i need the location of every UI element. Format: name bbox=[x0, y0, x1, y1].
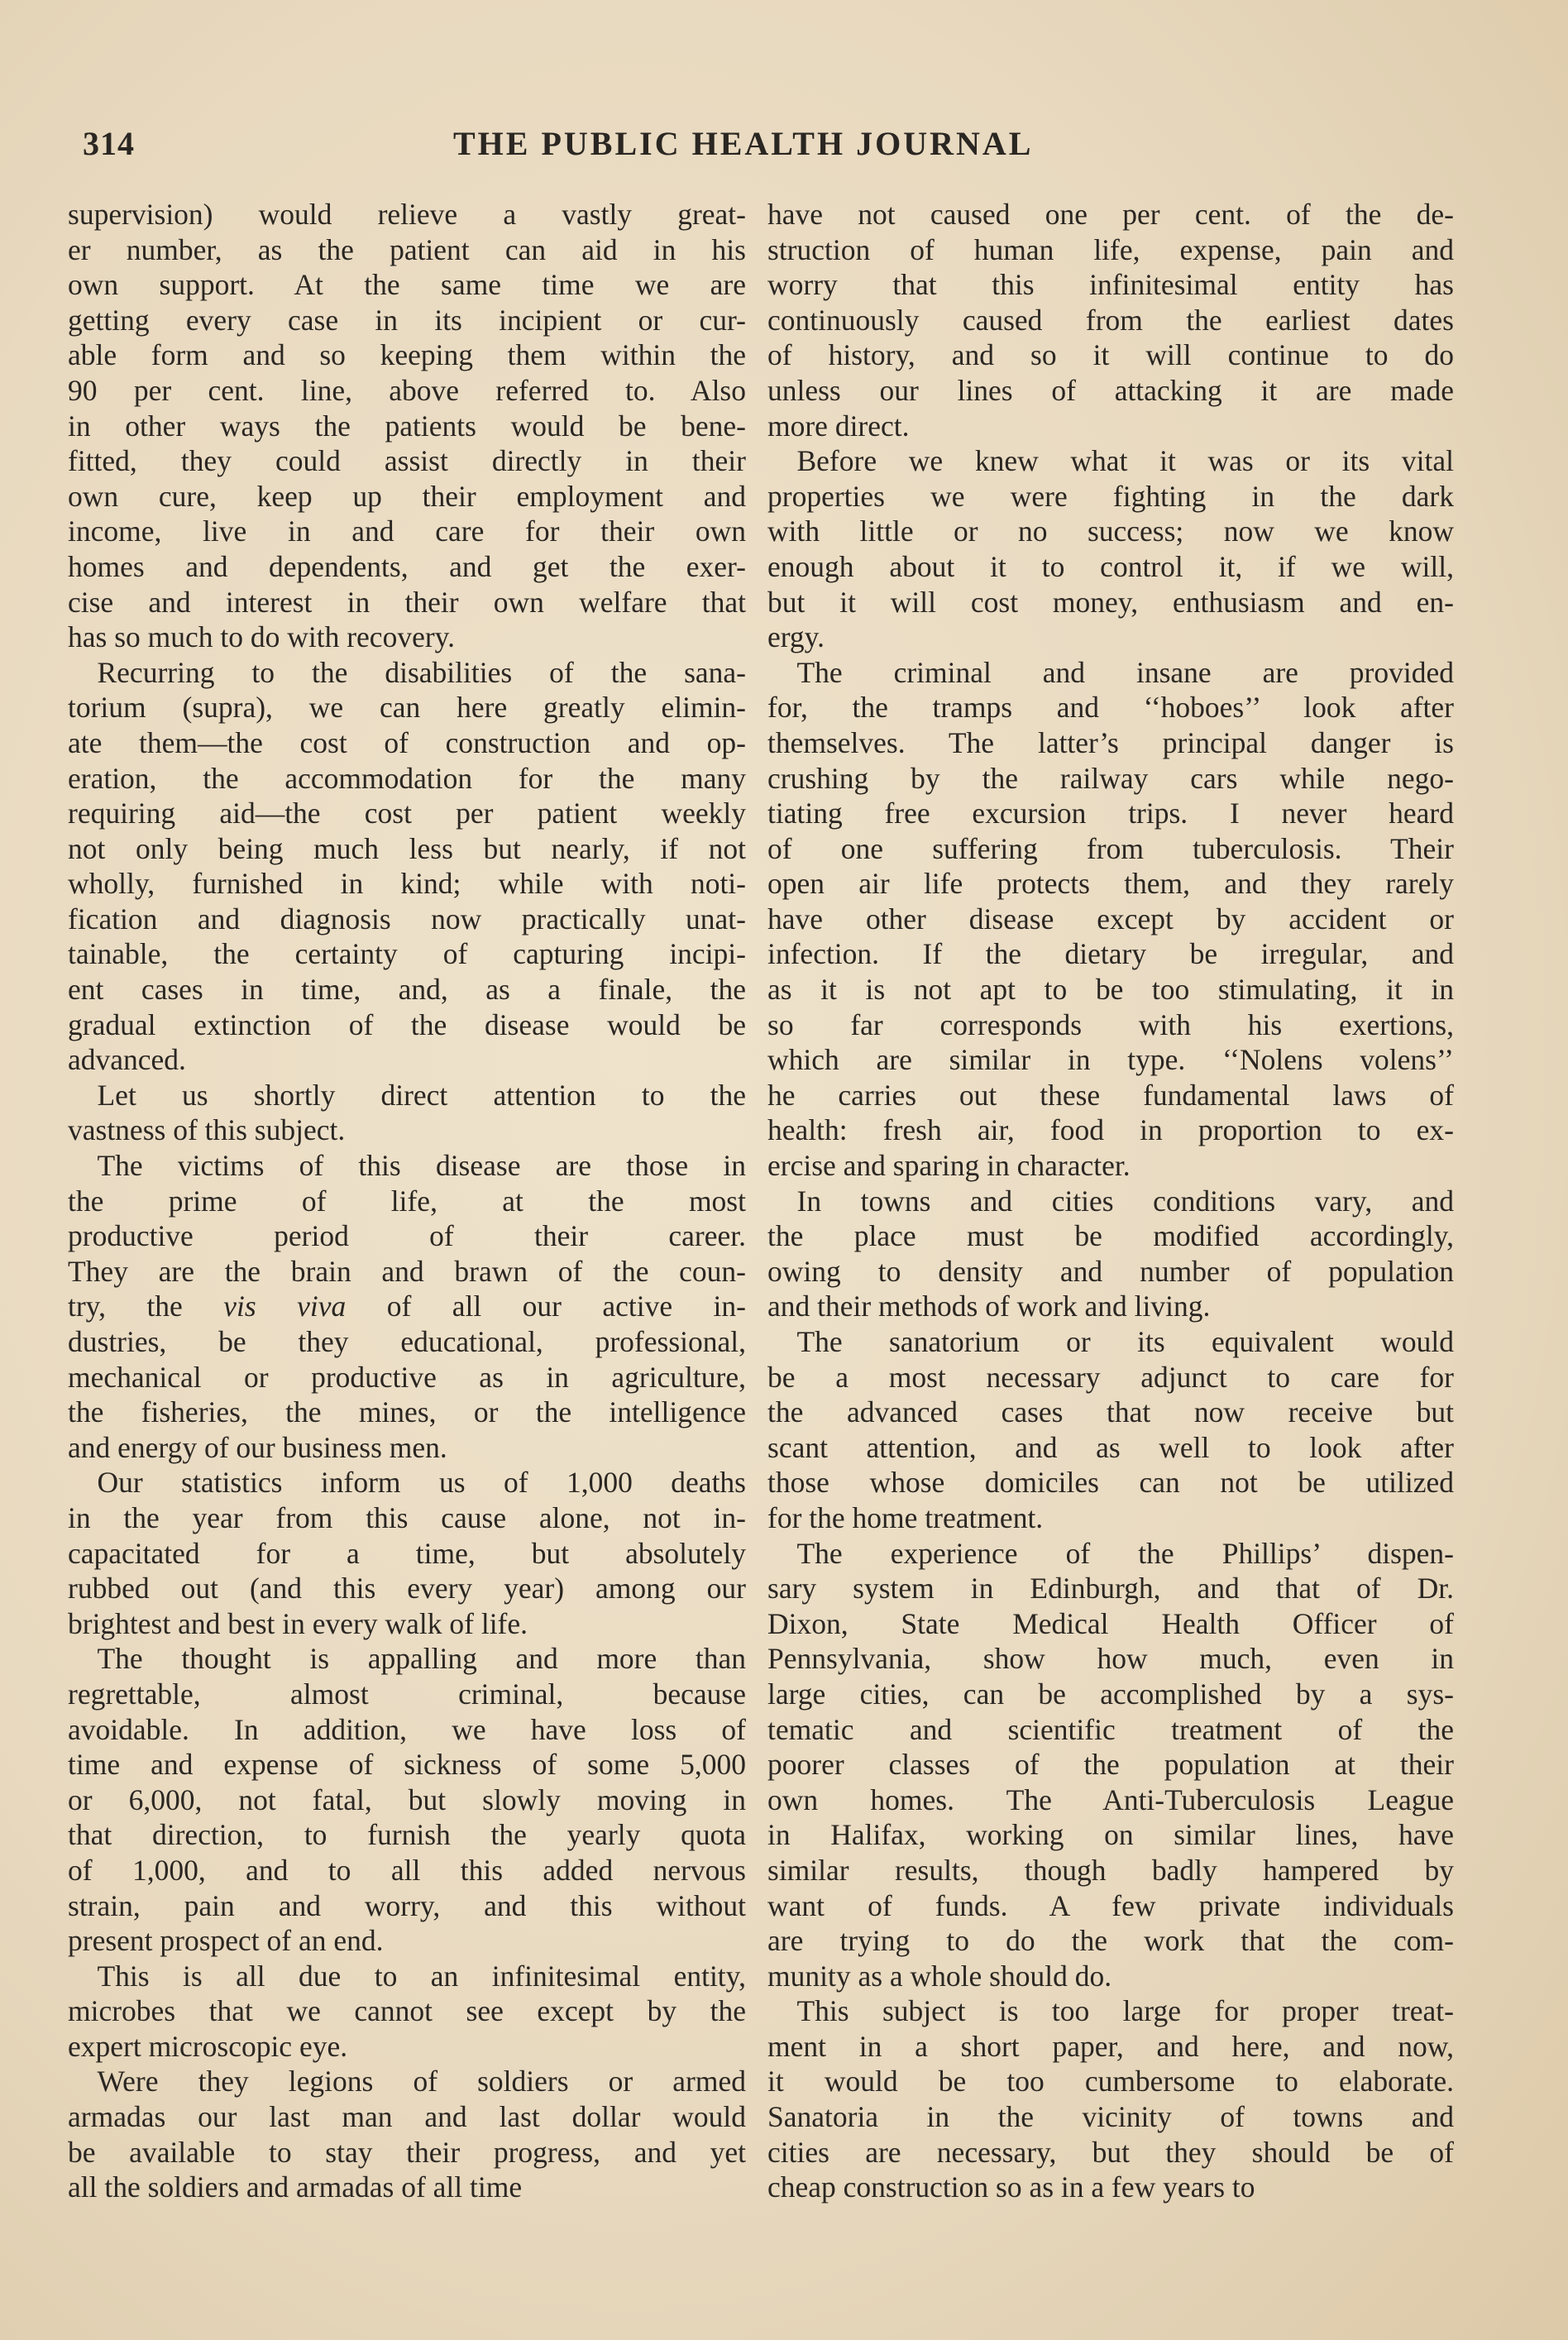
text-line: unless our lines of attacking it are made bbox=[767, 373, 1454, 407]
text-line: similar results, though badly hampered by bbox=[767, 1853, 1454, 1887]
paragraph bbox=[68, 197, 746, 655]
paragraph bbox=[767, 1993, 1454, 2205]
paragraph bbox=[68, 2064, 746, 2204]
text-line: regrettable, almost criminal, because bbox=[68, 1677, 746, 1711]
paragraph bbox=[767, 655, 1454, 1184]
paragraph bbox=[767, 443, 1454, 655]
text-line: owing to density and number of population bbox=[767, 1254, 1454, 1288]
text-line: Before we knew what it was or its vital bbox=[767, 444, 1454, 478]
text-line: which are similar in type. ‘‘Nolens volens’’ bbox=[767, 1043, 1454, 1077]
text-line: cise and interest in their own welfare that bbox=[68, 585, 746, 619]
text-line: own support. At the same time we are bbox=[68, 268, 746, 302]
text-line: tematic and scientific treatment of the bbox=[767, 1712, 1454, 1746]
text-line: as it is not apt to be too stimulating, it in bbox=[767, 973, 1454, 1007]
text-line: Recurring to the disabilities of the sana- bbox=[68, 655, 746, 689]
text-line: tainable, the certainty of capturing incipi- bbox=[68, 937, 746, 971]
text-line: sary system in Edinburgh, and that of Dr. bbox=[767, 1572, 1454, 1605]
text-line: er number, as the patient can aid in his bbox=[68, 232, 746, 266]
text-line: scant attention, and as well to look after bbox=[767, 1430, 1454, 1464]
paragraph bbox=[68, 1078, 746, 1148]
text-line: time and expense of sickness of some 5,000 bbox=[68, 1748, 746, 1782]
text-line: not only being much less but nearly, if not bbox=[68, 831, 746, 865]
paragraph bbox=[68, 1641, 746, 1958]
text-line: The experience of the Phillips’ dispen- bbox=[767, 1536, 1454, 1570]
text-line: open air life protects them, and they rarely bbox=[767, 867, 1454, 901]
text-line: capacitated for a time, but absolutely bbox=[68, 1536, 746, 1570]
text-line: continuously caused from the earliest dates bbox=[767, 303, 1454, 337]
text-line: that direction, to furnish the yearly quota bbox=[68, 1818, 746, 1852]
text-line: advanced. bbox=[68, 1043, 186, 1077]
text-line: are trying to do the work that the com- bbox=[767, 1924, 1454, 1958]
text-line: armadas our last man and last dollar would bbox=[68, 2100, 746, 2134]
text-line: expert microscopic eye. bbox=[68, 2029, 348, 2063]
text-line: cheap construction so as in a few years to bbox=[767, 2170, 1255, 2204]
text-line: productive period of their career. bbox=[68, 1219, 746, 1253]
text-line: 90 per cent. line, above referred to. Also bbox=[68, 373, 746, 407]
paragraph bbox=[767, 1536, 1454, 1994]
paragraph bbox=[767, 197, 1454, 443]
text-line: worry that this infinitesimal entity has bbox=[767, 268, 1454, 302]
text-line: The sanatorium or its equivalent would bbox=[767, 1325, 1454, 1358]
text-line: Were they legions of soldiers or armed bbox=[68, 2065, 746, 2098]
text-line: large cities, can be accomplished by a sys- bbox=[767, 1677, 1454, 1711]
paragraph bbox=[68, 1465, 746, 1641]
text-line: The criminal and insane are provided bbox=[767, 655, 1454, 689]
text-line: able form and so keeping them within the bbox=[68, 338, 746, 372]
paragraph bbox=[767, 1324, 1454, 1536]
left-text-column bbox=[68, 197, 746, 2205]
text-line: infection. If the dietary be irregular, and bbox=[767, 937, 1454, 971]
text-line: tiating free excursion trips. I never heard bbox=[767, 797, 1454, 830]
text-line: Dixon, State Medical Health Officer of bbox=[767, 1606, 1454, 1640]
text-line: rubbed out (and this every year) among our bbox=[68, 1572, 746, 1605]
text-line: the fisheries, the mines, or the intelligence bbox=[68, 1395, 746, 1429]
text-line: ate them—the cost of construction and op- bbox=[68, 725, 746, 759]
text-line: homes and dependents, and get the exer- bbox=[68, 549, 746, 583]
text-line: or 6,000, not fatal, but slowly moving in bbox=[68, 1783, 746, 1816]
text-line: with little or no success; now we know bbox=[767, 514, 1454, 548]
text-line: income, live in and care for their own bbox=[68, 514, 746, 548]
page-number: 314 bbox=[83, 125, 135, 162]
text-line: own cure, keep up their employment and bbox=[68, 479, 746, 513]
text-line: has so much to do with recovery. bbox=[68, 620, 455, 654]
text-line: fication and diagnosis now practically unat- bbox=[68, 902, 746, 936]
text-line: the prime of life, at the most bbox=[68, 1184, 746, 1218]
text-line: fitted, they could assist directly in their bbox=[68, 444, 746, 478]
text-line: cities are necessary, but they should be of bbox=[767, 2135, 1454, 2169]
text-line: be available to stay their progress, and yet bbox=[68, 2135, 746, 2169]
text-line: more direct. bbox=[767, 409, 910, 443]
text-line: This is all due to an infinitesimal entity, bbox=[68, 1959, 746, 1993]
text-line: he carries out these fundamental laws of bbox=[767, 1078, 1454, 1112]
text-line: In towns and cities conditions vary, and bbox=[767, 1184, 1454, 1218]
text-line: it would be too cumbersome to elaborate. bbox=[767, 2065, 1454, 2098]
text-line: requiring aid—the cost per patient weekly bbox=[68, 797, 746, 830]
text-line: crushing by the railway cars while nego- bbox=[767, 761, 1454, 795]
text-line: brightest and best in every walk of life. bbox=[68, 1606, 528, 1640]
text-line: enough about it to control it, if we will, bbox=[767, 549, 1454, 583]
text-line: have other disease except by accident or bbox=[767, 902, 1454, 936]
text-line: munity as a whole should do. bbox=[767, 1959, 1112, 1993]
text-line: the advanced cases that now receive but bbox=[767, 1395, 1454, 1429]
text-line: Our statistics inform us of 1,000 deaths bbox=[68, 1466, 746, 1500]
text-line: strain, pain and worry, and this without bbox=[68, 1888, 746, 1922]
text-line: struction of human life, expense, pain and bbox=[767, 232, 1454, 266]
text-line: vastness of this subject. bbox=[68, 1113, 346, 1147]
text-line: in the year from this cause alone, not in- bbox=[68, 1500, 746, 1534]
text-line: Pennsylvania, show how much, even in bbox=[767, 1642, 1454, 1676]
text-line: ent cases in time, and, as a finale, the bbox=[68, 973, 746, 1007]
text-line: This subject is too large for proper treat- bbox=[767, 1994, 1454, 2028]
text-line: They are the brain and brawn of the coun- bbox=[68, 1254, 746, 1288]
text-line: gradual extinction of the disease would be bbox=[68, 1007, 746, 1041]
text-line: of history, and so it will continue to do bbox=[767, 338, 1454, 372]
text-line: dustries, be they educational, professional, bbox=[68, 1325, 746, 1358]
text-line: own homes. The Anti-Tuberculosis League bbox=[767, 1783, 1454, 1816]
text-line: of 1,000, and to all this added nervous bbox=[68, 1853, 746, 1887]
text-line: want of funds. A few private individuals bbox=[767, 1888, 1454, 1922]
text-line: mechanical or productive as in agriculture, bbox=[68, 1360, 746, 1394]
text-line: for the home treatment. bbox=[767, 1500, 1044, 1534]
text-line: so far corresponds with his exertions, bbox=[767, 1007, 1454, 1041]
text-line: in other ways the patients would be bene- bbox=[68, 409, 746, 443]
text-line: eration, the accommodation for the many bbox=[68, 761, 746, 795]
text-line: be a most necessary adjunct to care for bbox=[767, 1360, 1454, 1394]
text-line: ment in a short paper, and here, and now, bbox=[767, 2029, 1454, 2063]
text-line: Sanatoria in the vicinity of towns and bbox=[767, 2100, 1454, 2134]
text-line: torium (supra), we can here greatly elimin- bbox=[68, 691, 746, 725]
text-line: wholly, furnished in kind; while with noti- bbox=[68, 867, 746, 901]
text-line: ergy. bbox=[767, 620, 825, 654]
text-line: Let us shortly direct attention to the bbox=[68, 1078, 746, 1112]
text-line: The victims of this disease are those in bbox=[68, 1149, 746, 1183]
text-line: in Halifax, working on similar lines, have bbox=[767, 1818, 1454, 1852]
text-line: microbes that we cannot see except by the bbox=[68, 1994, 746, 2028]
text-line: for, the tramps and ‘‘hoboes’’ look after bbox=[767, 691, 1454, 725]
text-line: poorer classes of the population at their bbox=[767, 1748, 1454, 1782]
text-line: themselves. The latter’s principal danger is bbox=[767, 725, 1454, 759]
paragraph bbox=[68, 655, 746, 1078]
text-line: those whose domiciles can not be utilized bbox=[767, 1466, 1454, 1500]
text-line: present prospect of an end. bbox=[68, 1924, 384, 1958]
text-line: health: fresh air, food in proportion to ex- bbox=[767, 1113, 1454, 1147]
text-line: of one suffering from tuberculosis. Their bbox=[767, 831, 1454, 865]
text-line: ercise and sparing in character. bbox=[767, 1149, 1131, 1183]
journal-title: THE PUBLIC HEALTH JOURNAL bbox=[453, 125, 1034, 162]
page-header bbox=[83, 124, 1489, 174]
right-text-column bbox=[767, 197, 1454, 2205]
text-line: and their methods of work and living. bbox=[767, 1290, 1211, 1323]
paragraph bbox=[68, 1959, 746, 2065]
text-line: have not caused one per cent. of the de- bbox=[767, 198, 1454, 231]
text-line: but it will cost money, enthusiasm and en- bbox=[767, 585, 1454, 619]
text-line: properties we were fighting in the dark bbox=[767, 479, 1454, 513]
text-line: and energy of our business men. bbox=[68, 1430, 447, 1464]
text-line: The thought is appalling and more than bbox=[68, 1642, 746, 1676]
text-line: supervision) would relieve a vastly great- bbox=[68, 198, 746, 231]
paragraph bbox=[68, 1148, 746, 1465]
text-line: the place must be modified accordingly, bbox=[767, 1219, 1454, 1253]
paragraph bbox=[767, 1184, 1454, 1324]
text-line: all the soldiers and armadas of all time bbox=[68, 2170, 523, 2204]
text-line: avoidable. In addition, we have loss of bbox=[68, 1712, 746, 1746]
text-line: try, the vis viva of all our active in- bbox=[68, 1290, 746, 1323]
text-line: getting every case in its incipient or cur- bbox=[68, 303, 746, 337]
